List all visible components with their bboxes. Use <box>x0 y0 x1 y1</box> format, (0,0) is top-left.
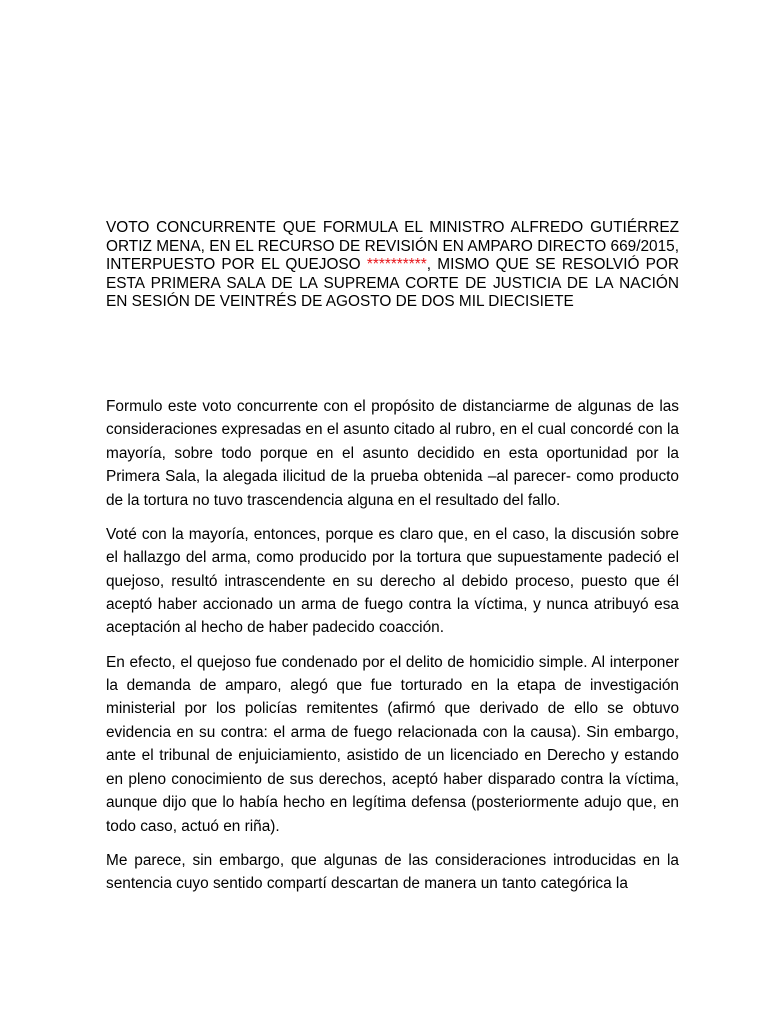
paragraph-3: En efecto, el quejoso fue condenado por el delito de homicidio simple. Al interponer la demanda de amparo, alegó que fue torturado en la etapa de investigación ministerial por los policías remitentes (afirmó que derivado de ello se obtuvo evidencia en su contra: el arma de fuego relacionada con la causa). Sin embargo, ante el tribunal de enjuiciamiento, asistido de un licenciado en Derecho y estando en pleno conocimiento de sus derechos, aceptó haber disparado contra la víctima, aunque dijo que lo había hecho en legítima defensa (posteriormente adujo que, en todo caso, actuó en riña). <box>106 653 679 835</box>
document-body <box>106 395 679 906</box>
document-heading <box>106 219 679 312</box>
paragraph-2: Voté con la mayoría, entonces, porque es claro que, en el caso, la discusión sobre el hallazgo del arma, como producido por la tortura que supuestamente padeció el quejoso, resultó intrascendente en su derecho al debido proceso, puesto que él aceptó haber accionado un arma de fuego contra la víctima, y nunca atribuyó esa aceptación al hecho de haber padecido coacción. <box>106 525 679 637</box>
paragraph-4: Me parece, sin embargo, que algunas de las consideraciones introducidas en la sentencia cuyo sentido compartí descartan de manera un tanto categórica la <box>106 851 679 893</box>
heading-text-start: VOTO CONCURRENTE QUE FORMULA EL MINISTRO ALFREDO GUTIÉRREZ ORTIZ MENA, EN EL RECURSO DE REVISIÓN EN AMPARO DIRECTO 669/2015, INTERPUESTO POR EL QUEJOSO <box>106 219 679 274</box>
paragraph-1: Formulo este voto concurrente con el propósito de distanciarme de algunas de las consideraciones expresadas en el asunto citado al rubro, en el cual concordé con la mayoría, sobre todo porque en el asunto decidido en esta oportunidad por la Primera Sala, la alegada ilicitud de la prueba obtenida –al parecer- como producto de la tortura no tuvo trascendencia alguna en el resultado del fallo. <box>106 398 679 509</box>
redacted-name: ********** <box>366 256 427 274</box>
heading-text-end: , MISMO QUE SE RESOLVIÓ POR ESTA PRIMERA SALA DE LA SUPREMA CORTE DE JUSTICIA DE LA NACIÓN EN SESIÓN DE VEINTRÉS DE AGOSTO DE DOS MIL DIECISIETE <box>106 256 679 311</box>
